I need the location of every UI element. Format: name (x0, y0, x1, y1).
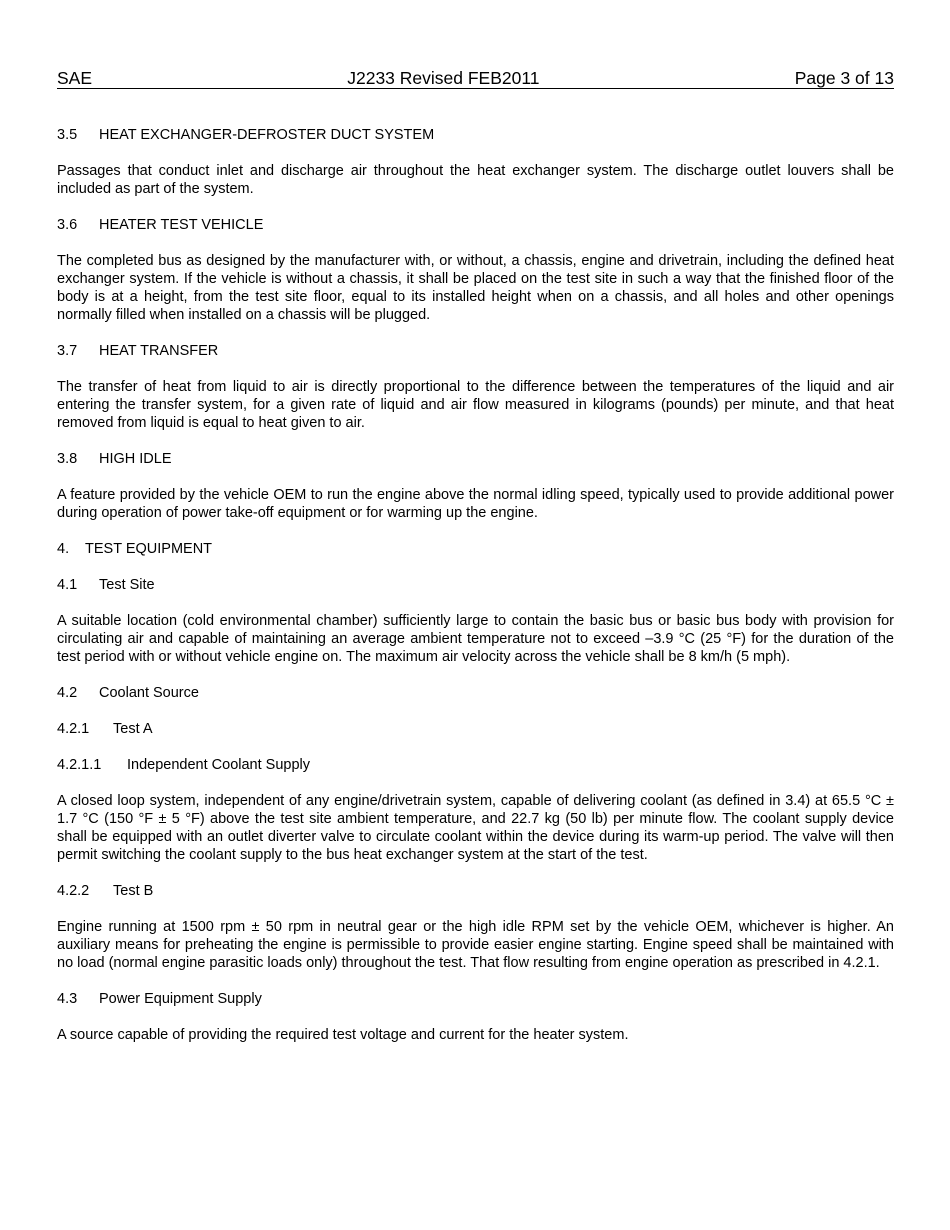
section-body-3-8: A feature provided by the vehicle OEM to run the engine above the normal idling speed, typically used to provide additional power during operation of power take-off equipment or for warming up the engine. (57, 487, 894, 521)
section-title: Coolant Source (99, 685, 199, 701)
section-heading-3-8 (57, 450, 894, 468)
section-body-3-5: Passages that conduct inlet and discharge air throughout the heat exchanger system. The discharge outlet louvers shall be included as part of the system. (57, 163, 894, 197)
section-heading-3-7 (57, 342, 894, 360)
section-title: Independent Coolant Supply (127, 757, 311, 773)
page-header (57, 68, 894, 89)
section-body-4-3: A source capable of providing the required test voltage and current for the heater system. (57, 1027, 629, 1043)
section-body-4-2-1-1: A closed loop system, independent of any engine/drivetrain system, capable of delivering coolant (as defined in 3.4) at 65.5 °C ± 1.7 °C (150 °F ± 5 °F) above the test site ambient temperature, and 22.7 kg (50 lb) per minute flow. The coolant supply device shall be equipped with an outlet diverter valve to circulate coolant within the device during its warm-up period. The valve will then permit switching the coolant supply to the bus heat exchanger system at the start of the test. (57, 793, 894, 863)
header-doc-id: J2233 Revised FEB2011 (347, 68, 540, 88)
section-heading-4-2-2 (57, 882, 894, 900)
document-body (57, 126, 894, 1044)
document-page (57, 68, 894, 1062)
section-title: Test B (113, 883, 154, 899)
section-heading-3-5 (57, 126, 894, 144)
section-title: HEAT TRANSFER (99, 343, 219, 359)
section-heading-4-2-1 (57, 720, 894, 738)
section-title: Power Equipment Supply (99, 991, 262, 1007)
section-title: TEST EQUIPMENT (85, 541, 213, 557)
header-page-number: Page 3 of 13 (794, 68, 894, 88)
section-number: 3.6 (57, 217, 78, 233)
section-body-4-2-2: Engine running at 1500 rpm ± 50 rpm in neutral gear or the high idle RPM set by the vehicle OEM, whichever is higher. An auxiliary means for preheating the engine is permissible to provide easier engine starting. Engine speed shall be maintained with no load (normal engine parasitic loads only) throughout the test. That flow resulting from engine operation as prescribed in 4.2.1. (57, 919, 894, 971)
section-title: HIGH IDLE (99, 451, 172, 467)
section-number: 4. (57, 541, 70, 557)
section-body-4-1: A suitable location (cold environmental chamber) sufficiently large to contain the basic bus or basic bus body with provision for circulating air and capable of maintaining an average ambient temperature not to exceed –3.9 °C (25 °F) for the duration of the test period with or without vehicle engine on. The maximum air velocity across the vehicle shall be 8 km/h (5 mph). (57, 613, 894, 665)
section-number: 4.3 (57, 991, 78, 1007)
section-body-3-7: The transfer of heat from liquid to air is directly proportional to the difference between the temperatures of the liquid and air entering the transfer system, for a given rate of liquid and air flow measured in kilograms (pounds) per minute, and that heat removed from liquid is equal to heat given to air. (57, 379, 894, 431)
header-org: SAE (57, 68, 93, 88)
section-title: Test A (113, 721, 153, 737)
section-heading-4-2-1-1 (57, 756, 894, 774)
section-number: 3.8 (57, 451, 78, 467)
section-number: 3.7 (57, 343, 78, 359)
section-title: HEATER TEST VEHICLE (99, 217, 264, 233)
section-number: 4.2.2 (57, 883, 90, 899)
section-number: 4.2.1 (57, 721, 90, 737)
section-number: 4.1 (57, 577, 78, 593)
section-title: Test Site (99, 577, 155, 593)
section-number: 3.5 (57, 127, 78, 143)
section-title: HEAT EXCHANGER-DEFROSTER DUCT SYSTEM (99, 127, 435, 143)
section-heading-3-6 (57, 216, 894, 234)
section-heading-4-2 (57, 684, 894, 702)
section-number: 4.2 (57, 685, 78, 701)
section-body-3-6: The completed bus as designed by the manufacturer with, or without, a chassis, engine and drivetrain, including the defined heat exchanger system. If the vehicle is without a chassis, it shall be placed on the test site in such a way that the finished floor of the body is at a height, from the test site floor, equal to its installed height when on a chassis, and all holes and other openings normally filled when installed on a chassis will be plugged. (57, 253, 894, 323)
section-heading-4-3 (57, 990, 894, 1008)
section-heading-4 (57, 540, 894, 558)
section-heading-4-1 (57, 576, 894, 594)
section-number: 4.2.1.1 (57, 757, 102, 773)
